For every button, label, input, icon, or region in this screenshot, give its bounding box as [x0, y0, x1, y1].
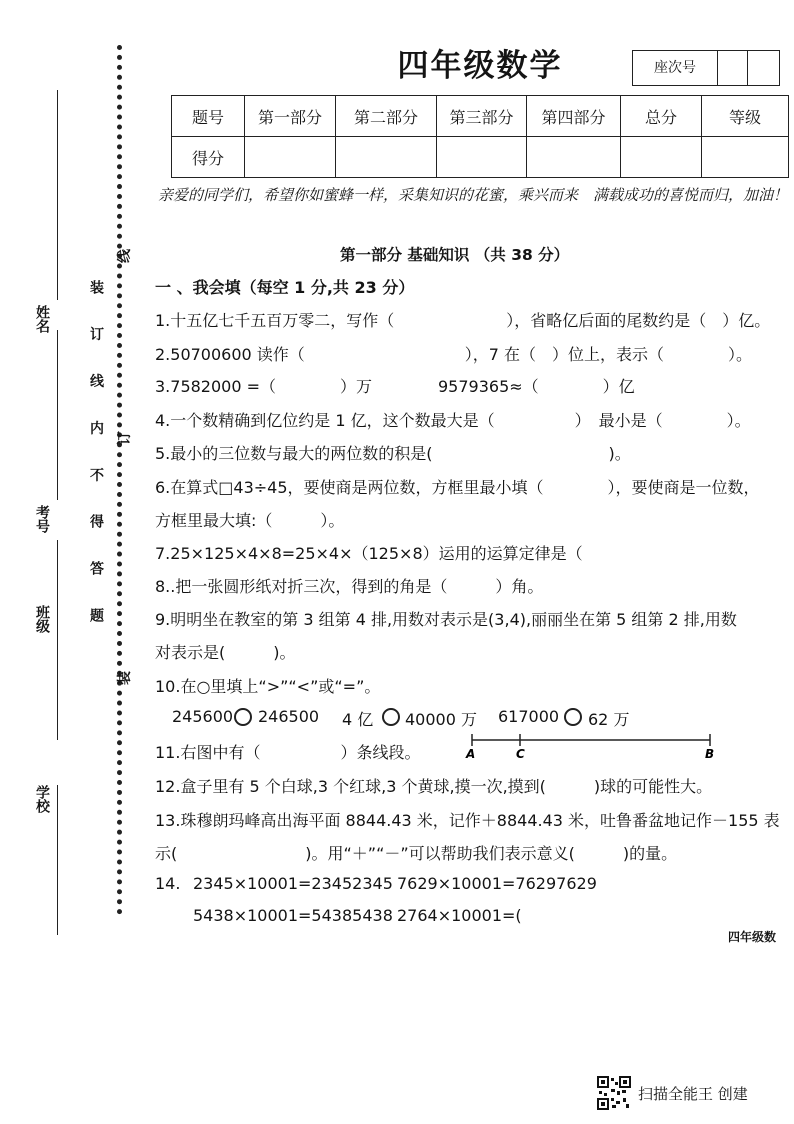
point-label-c: C	[516, 747, 525, 760]
page-title: 四年级数学	[397, 48, 563, 84]
school-label: 学校	[34, 785, 50, 813]
name-line	[57, 90, 58, 300]
q14-item: 2764×10001=(	[397, 906, 522, 925]
question-14-number: 14.	[155, 874, 181, 893]
binding-warning: 装 订 线 内 不 得 答 题	[88, 280, 104, 637]
q10-item: 40000 万	[405, 710, 477, 729]
seat-cell[interactable]	[748, 51, 777, 85]
scanner-watermark: 扫描全能王 创建	[638, 1085, 748, 1103]
score-table	[171, 95, 789, 178]
question-5: 5.最小的三位数与最大的两位数的积是( )。	[155, 444, 631, 463]
seat-label: 座次号	[633, 51, 718, 85]
q14-item: 2345×10001=23452345	[193, 874, 393, 893]
point-label-b: B	[705, 747, 715, 760]
score-cell[interactable]	[527, 137, 621, 178]
question-7: 7.25×125×4×8=25×4×（125×8）运用的运算定律是（	[155, 544, 583, 563]
score-cell[interactable]	[621, 137, 702, 178]
score-row-label: 得分	[172, 137, 245, 178]
score-cell[interactable]	[336, 137, 437, 178]
score-header-cell: 第四部分	[527, 96, 621, 137]
question-6a: 6.在算式□43÷45，要使商是两位数，方框里最小填（ ），要使商是一位数，	[155, 478, 760, 497]
question-13a: 13.珠穆朗玛峰高出海平面 8844.43 米，记作＋8844.43 米，吐鲁番盆地记作－155 表	[155, 811, 780, 830]
exam-no-line	[57, 330, 58, 500]
binding-dotted-line	[117, 45, 122, 915]
question-3b: 9579365≈（ ）亿	[438, 377, 635, 396]
q10-item: 62 万	[588, 710, 630, 729]
score-header-cell: 题号	[172, 96, 245, 137]
score-header-cell: 第二部分	[336, 96, 437, 137]
exam-no-label: 考号	[34, 505, 50, 533]
score-table-score-row	[172, 137, 789, 178]
compare-circle-icon[interactable]	[234, 708, 252, 726]
class-label: 班级	[34, 605, 50, 633]
q10-item: 4 亿	[342, 710, 374, 729]
score-cell[interactable]	[437, 137, 527, 178]
score-cell[interactable]	[245, 137, 336, 178]
question-10: 10.在○里填上“>”“<”或“=”。	[155, 677, 381, 696]
question-9b: 对表示是( )。	[155, 643, 296, 662]
q14-item: 5438×10001=54385438	[193, 906, 393, 925]
question-9a: 9.明明坐在教室的第 3 组第 4 排,用数对表示是(3,4),丽丽坐在第 5 组第 2 排,用数	[155, 610, 737, 629]
q10-item: 245600	[172, 707, 234, 726]
question-13b: 示( )。用“＋”“－”可以帮助我们表示意义( )的量。	[155, 844, 678, 863]
score-header-cell: 第三部分	[437, 96, 527, 137]
question-12: 12.盒子里有 5 个白球,3 个红球,3 个黄球,摸一次,摸到( )球的可能性大。	[155, 777, 713, 796]
seat-cell[interactable]	[718, 51, 748, 85]
score-header-cell: 等级	[702, 96, 789, 137]
question-3a: 3.7582000 =（ ）万	[155, 377, 373, 396]
point-label-a: A	[466, 747, 476, 760]
compare-circle-icon[interactable]	[382, 708, 400, 726]
page-footer-label: 四年级数	[728, 930, 777, 944]
q10-item: 617000	[498, 707, 560, 726]
line-segment-figure	[462, 730, 722, 760]
question-1: 1.十五亿七千五百万零二，写作（ ），省略亿后面的尾数约是（ ）亿。	[155, 311, 771, 330]
band-xian: 线	[117, 249, 133, 263]
section-title: 第一部分 基础知识 （共 38 分）	[340, 246, 570, 264]
score-cell[interactable]	[702, 137, 789, 178]
question-4: 4.一个数精确到亿位约是 1 亿，这个数最大是（ ） 最小是（ ）。	[155, 411, 751, 430]
question-2: 2.50700600 读作（ ），7 在（ ）位上，表示（ ）。	[155, 345, 753, 364]
school-line	[57, 785, 58, 935]
score-header-cell: 总分	[621, 96, 702, 137]
subsection-title: 一 、我会填（每空 1 分,共 23 分）	[155, 278, 415, 297]
score-header-cell: 第一部分	[245, 96, 336, 137]
q14-item: 7629×10001=76297629	[397, 874, 597, 893]
question-8: 8..把一张圆形纸对折三次，得到的角是（ ）角。	[155, 577, 544, 596]
compare-circle-icon[interactable]	[564, 708, 582, 726]
band-ding: 订	[117, 431, 133, 445]
qr-code-icon	[597, 1076, 631, 1110]
question-11: 11.右图中有（ ）条线段。	[155, 743, 421, 762]
class-line	[57, 540, 58, 740]
intro-text: 亲爱的同学们，希望你如蜜蜂一样，采集知识的花蜜，乘兴而来 满载成功的喜悦而归，加油！	[158, 186, 789, 204]
q10-item: 246500	[258, 707, 320, 726]
question-6b: 方框里最大填:（ ）。	[155, 511, 345, 530]
score-table-header-row	[172, 96, 789, 137]
seat-number-box	[632, 50, 780, 86]
band-zhuang: 装	[117, 671, 133, 685]
name-label: 姓名	[34, 305, 50, 333]
